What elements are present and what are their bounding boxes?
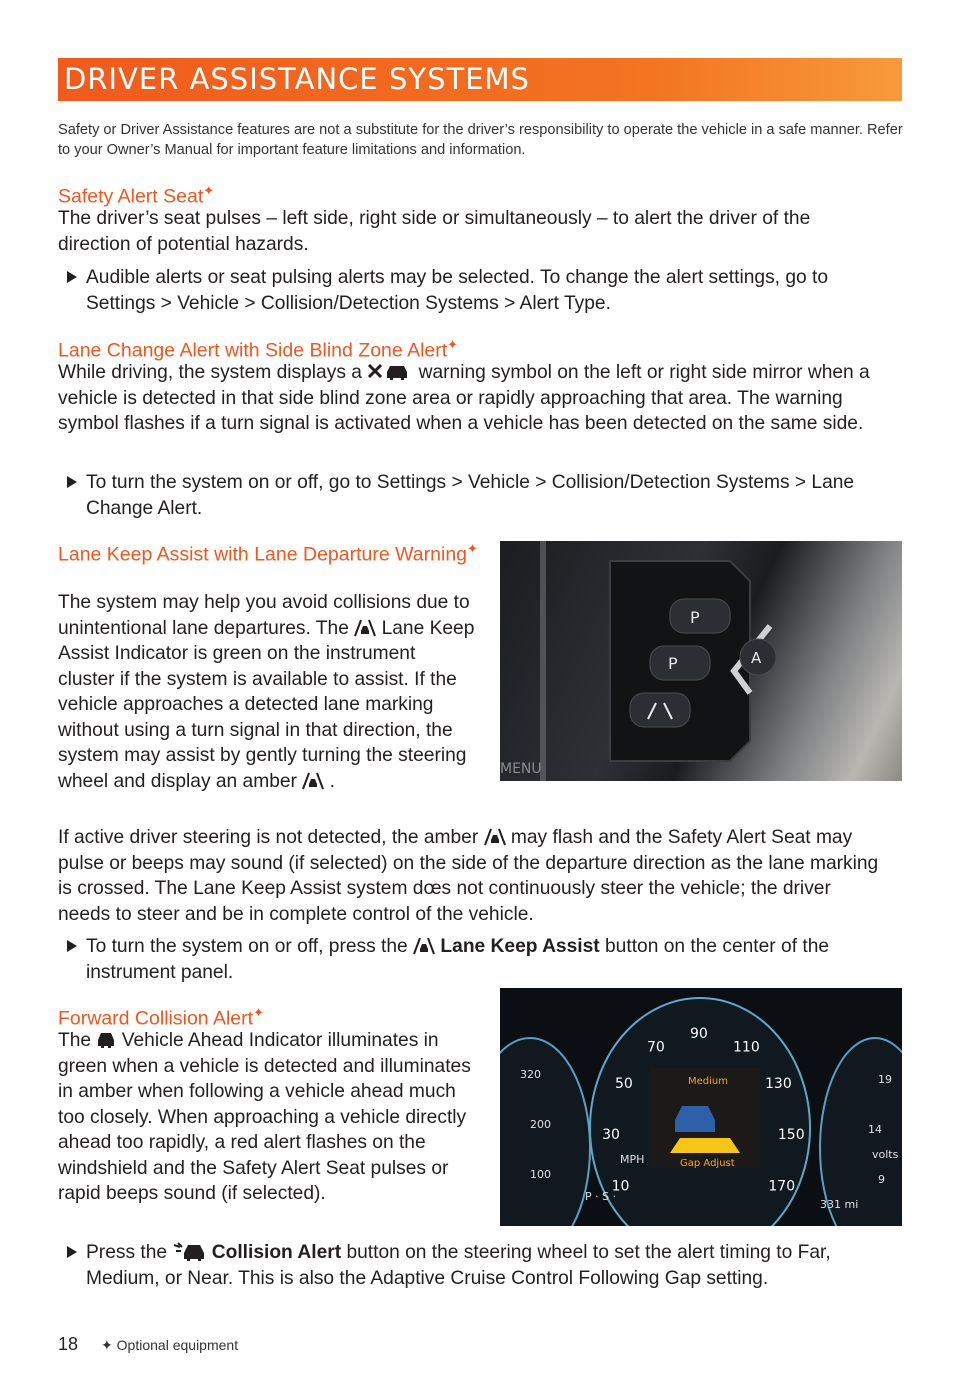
speed-tick-label: 10: [611, 1178, 630, 1195]
bullet-arrow-icon: [67, 476, 77, 488]
bullet-arrow-icon: [67, 271, 77, 283]
odometer: 331 mi: [820, 1198, 859, 1211]
lane-keep-car-icon: [413, 937, 435, 955]
right-gauge-label: volts: [872, 1148, 899, 1161]
mph-label: MPH: [620, 1153, 645, 1166]
speed-tick-label: 110: [733, 1039, 760, 1056]
lane-keep-car-icon: [354, 619, 376, 637]
left-gauge-label: 320: [520, 1068, 541, 1081]
console-photo-drawing: [500, 541, 902, 781]
console-buttons-photo: [500, 541, 902, 781]
speed-tick-label: 30: [602, 1126, 620, 1143]
fca-body: The Vehicle Ahead Indicator illuminates in green when a vehicle is detected and illuminates in amber when following a vehicle ahead much too closely. When approaching a vehicle directly ahead too rapidly, a red alert flashes on the windshield and the Safety Alert Seat pulses or rapid beeps sound (if selected).: [58, 1030, 471, 1204]
seat-body: The driver’s seat pulses – left side, right side or simultaneously – to alert the driver of the direction of potential hazards.: [58, 208, 811, 255]
right-gauge-label: 9: [878, 1173, 885, 1186]
heading-safety-alert-seat: Safety Alert Seat✦: [58, 183, 215, 208]
lca-body: While driving, the system displays a warning symbol on the left or right side mirror when a vehicle is detected in that side blind zone area or rapidly approaching that area. The warning symbol flashes if a turn signal is activated when a vehicle has been detected on the same side.: [58, 362, 870, 434]
speed-tick-label: 50: [615, 1076, 633, 1093]
page-footer: [58, 1334, 238, 1355]
lka-body: The system may help you avoid collisions due to unintentional lane departures. The Lane Keep Assist Indicator is green on the instrument cluster if the system is available to assist. If the vehicle approaches a detected lane marking without using a turn signal in that direction, the system may assist by gently turning the steering wheel and display an amber .: [58, 592, 475, 792]
gap-mode: Medium: [688, 1076, 728, 1087]
svg-text:P: P: [690, 608, 700, 627]
optional-equipment-note: ✦ Optional equipment: [101, 1337, 239, 1353]
lca-bullet: To turn the system on or off, go to Settings > Vehicle > Collision/Detection Systems > Lane Change Alert.: [86, 470, 876, 521]
four-point-star-icon: ✦: [253, 1005, 264, 1020]
vehicle-ahead-icon: [96, 1031, 116, 1049]
speed-tick-label: 90: [690, 1026, 708, 1042]
bullet-arrow-icon: [67, 1246, 77, 1258]
four-point-star-icon: ✦: [447, 337, 459, 352]
svg-text:P: P: [668, 654, 678, 673]
speed-tick-label: 170: [768, 1178, 796, 1195]
fca-bullet: Press the Collision Alert button on the steering wheel to set the alert timing to Far, Medium, or Near. This is also the Adaptive Cruise Control Following Gap setting.: [86, 1240, 901, 1291]
speed-tick-label: 70: [647, 1039, 665, 1056]
safety-disclaimer: Safety or Driver Assistance features are not a substitute for the driver’s responsibility to operate the vehicle in a safe manner. Refer to your Owner’s Manual for important feature limitations and information.: [58, 122, 903, 158]
heading-lane-change-alert: Lane Change Alert with Side Blind Zone Alert✦: [58, 337, 459, 362]
instrument-cluster-photo: [500, 988, 902, 1226]
speed-tick-label: 130: [765, 1076, 792, 1093]
right-gauge-label: 14: [868, 1123, 882, 1136]
lka-bullet: To turn the system on or off, press the Lane Keep Assist button on the center of the instrument panel.: [86, 934, 901, 985]
right-gauge-label: 19: [878, 1073, 892, 1086]
left-gauge-label: 200: [530, 1118, 551, 1131]
lane-keep-car-icon: [484, 828, 506, 846]
four-point-star-icon: ✦: [101, 1337, 113, 1353]
page-number: 18: [58, 1334, 79, 1354]
lane-keep-car-icon: [302, 772, 324, 790]
blind-zone-car-icon: [367, 363, 413, 381]
menu-label: MENU: [500, 761, 542, 777]
lka-para2: If active driver steering is not detected, the amber may flash and the Safety Alert Seat may pulse or beeps may sound (if selected) on the side of the departure direction as the lane marking is crossed. The Lane Keep Assist system dœs not continuously steer the vehicle; the driver needs to steer and be in complete control of the vehicle.: [58, 827, 879, 925]
seat-bullet: Audible alerts or seat pulsing alerts may be selected. To change the alert settings, go to Settings > Vehicle > Collision/Detection Systems > Alert Type.: [86, 265, 901, 316]
heading-forward-collision-alert: Forward Collision Alert✦: [58, 1005, 264, 1030]
gear-indicator: P · S ·: [585, 1190, 617, 1203]
cluster-drawing: [500, 988, 902, 1226]
section-banner: [58, 58, 902, 101]
page-title: DRIVER ASSISTANCE SYSTEMS: [64, 62, 530, 96]
left-gauge-label: 100: [530, 1168, 551, 1181]
four-point-star-icon: ✦: [467, 541, 478, 556]
collision-alert-icon: [172, 1241, 206, 1261]
speed-tick-label: 150: [777, 1126, 805, 1143]
gap-adjust-caption: Gap Adjust: [680, 1158, 735, 1169]
heading-lane-keep-assist: Lane Keep Assist with Lane Departure Warning✦: [58, 541, 478, 566]
svg-text:A: A: [751, 649, 762, 667]
bullet-arrow-icon: [67, 940, 77, 952]
four-point-star-icon: ✦: [203, 183, 215, 198]
